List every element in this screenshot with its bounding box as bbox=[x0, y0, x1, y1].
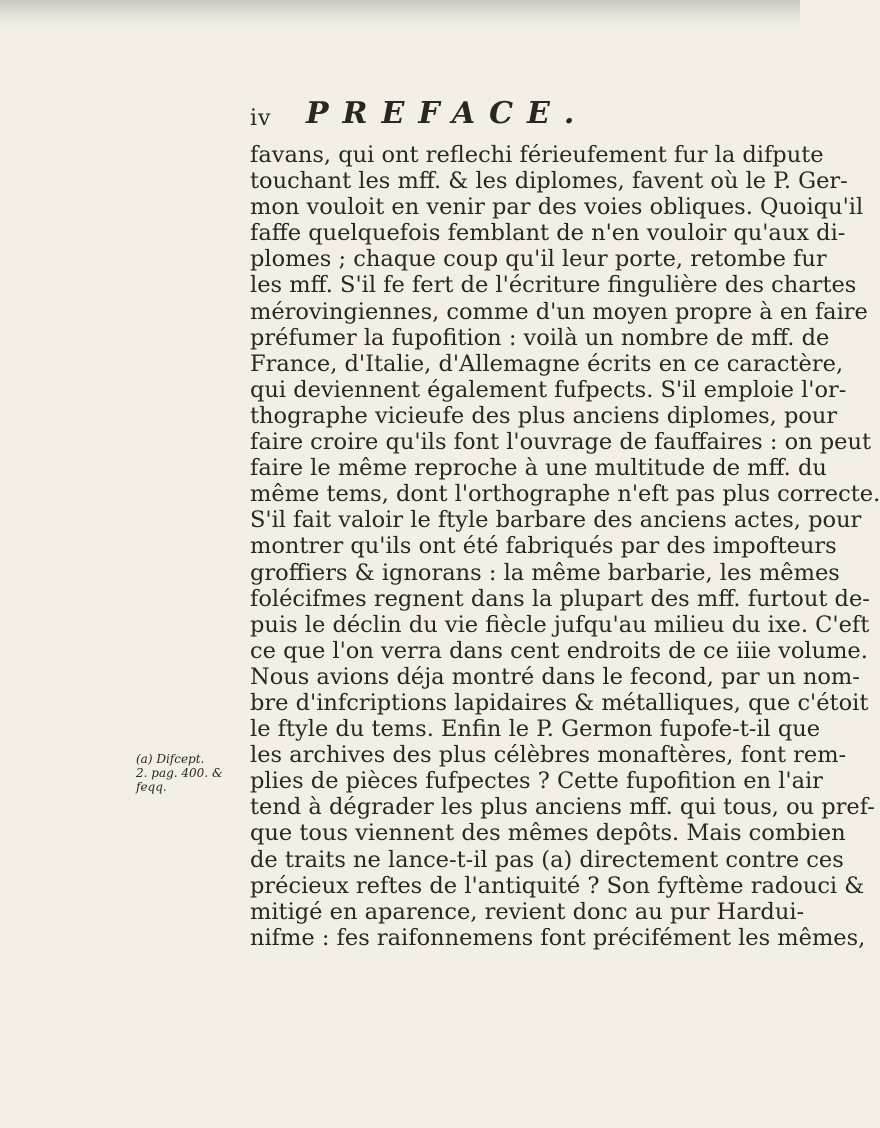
text-line: même tems, dont l'orthographe n'eft pas plus correcte. bbox=[250, 481, 880, 508]
text-line: nifme : fes raifonnemens font précifément les mêmes, bbox=[250, 924, 866, 951]
text-line: qui deviennent également fufpects. S'il emploie l'or- bbox=[250, 376, 847, 403]
text-line: préfumer la fupofition : voilà un nombre de mff. de bbox=[250, 324, 830, 351]
text-line: le ftyle du tems. Enfin le P. Germon fupofe-t-il que bbox=[250, 716, 821, 743]
text-line: Nous avions déja montré dans le fecond, par un nom- bbox=[250, 663, 860, 690]
margin-note-line: (a) Difcept. bbox=[136, 752, 205, 766]
text-line: plies de pièces fufpectes ? Cette fupofition en l'air bbox=[250, 768, 823, 795]
text-line: de traits ne lance-t-il pas (a) directement contre ces bbox=[250, 846, 844, 873]
text-line: plomes ; chaque coup qu'il leur porte, retombe fur bbox=[250, 246, 827, 273]
text-line: faire croire qu'ils font l'ouvrage de fauffaires : on peut bbox=[250, 429, 872, 456]
text-line: précieux reftes de l'antiquité ? Son fyftème radouci & bbox=[250, 872, 865, 899]
text-line: favans, qui ont reflechi férieufement fur la difpute bbox=[250, 142, 824, 168]
text-line: les archives des plus célèbres monaftères, font rem- bbox=[250, 742, 847, 769]
margin-note-line: feqq. bbox=[136, 780, 167, 794]
text-line: bre d'infcriptions lapidaires & métalliques, que c'étoit bbox=[250, 689, 869, 716]
running-title: PREFACE. bbox=[306, 96, 589, 131]
text-line: S'il fait valoir le ftyle barbare des anciens actes, pour bbox=[250, 507, 862, 534]
text-line: groffiers & ignorans : la même barbarie, les mêmes bbox=[250, 559, 840, 586]
text-line: tend à dégrader les plus anciens mff. qui tous, ou pref- bbox=[250, 794, 875, 821]
text-line: les mff. S'il fe fert de l'écriture fingulière des chartes bbox=[250, 272, 857, 299]
text-line: France, d'Italie, d'Allemagne écrits en ce caractère, bbox=[250, 350, 844, 377]
text-line: mon vouloit en venir par des voies obliques. Quoiqu'il bbox=[250, 194, 864, 221]
text-line: mérovingiennes, comme d'un moyen propre à en faire bbox=[250, 298, 868, 325]
body-text bbox=[250, 142, 880, 951]
text-line: faire le même reproche à une multitude de mff. du bbox=[250, 455, 827, 482]
margin-note-line: 2. pag. 400. & bbox=[136, 766, 223, 780]
text-line: montrer qu'ils ont été fabriqués par des impofteurs bbox=[250, 533, 837, 560]
text-line: thographe vicieufe des plus anciens diplomes, pour bbox=[250, 402, 838, 429]
margin-footnote bbox=[136, 752, 246, 794]
text-line: touchant les mff. & les diplomes, favent où le P. Ger- bbox=[250, 168, 848, 195]
page-number: iv bbox=[250, 106, 272, 131]
text-line: mitigé en aparence, revient donc au pur Hardui- bbox=[250, 898, 805, 925]
page-header bbox=[250, 96, 770, 136]
text-line: faffe quelquefois femblant de n'en vouloir qu'aux di- bbox=[250, 220, 846, 247]
text-line: que tous viennent des mêmes depôts. Mais combien bbox=[250, 820, 846, 847]
text-line: puis le déclin du vie fiècle jufqu'au milieu du ixe. C'eft bbox=[250, 611, 870, 638]
text-line: ce que l'on verra dans cent endroits de ce iiie volume. bbox=[250, 637, 868, 664]
page-top-edge bbox=[0, 0, 800, 28]
text-line: folécifmes regnent dans la plupart des mff. furtout de- bbox=[250, 585, 870, 612]
